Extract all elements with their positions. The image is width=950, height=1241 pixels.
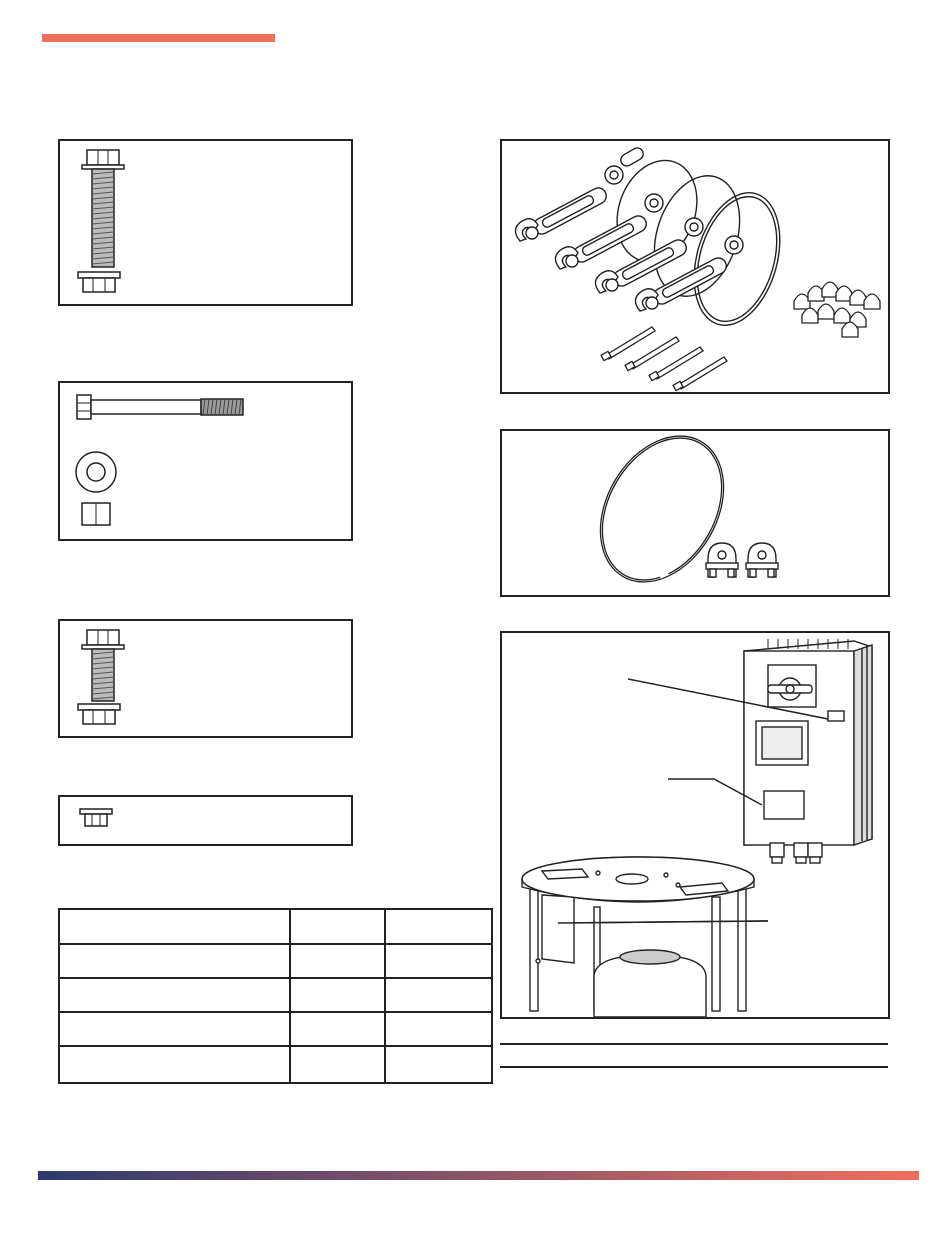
hex-nut-icon [80,501,120,531]
table-row [59,1046,492,1083]
footer-gradient-bar [38,1171,919,1180]
hex-bolt-icon [74,393,274,423]
table-cell [385,1012,492,1046]
flat-washer-icon [74,450,124,500]
table-cell [290,1046,385,1083]
hex-flange-nut-icon [74,702,134,732]
table-cell [59,944,290,978]
table-row [59,944,492,978]
table-cell [290,944,385,978]
illustration-cable-loop-kit [500,429,890,597]
caption-rule-top [500,1043,888,1045]
hardware-box-hex-bolt-washer-nut [58,381,353,541]
table-row [59,1012,492,1046]
table-cell [59,909,290,944]
motor-stand-icon [522,857,754,1017]
disconnect-switch-icon [768,665,816,707]
spec-table [58,908,493,1084]
cable-tie-icon [601,327,727,391]
header-accent-bar [42,34,275,42]
table-cell [59,1046,290,1083]
table-cell [385,978,492,1012]
table-header-row [59,909,492,944]
illustration-control-panel [500,631,890,1019]
turnbuckle-cable-assembly-icon [502,141,888,392]
table-cell [290,978,385,1012]
table-cell [385,1046,492,1083]
hex-flange-nut-icon [78,807,128,837]
hardware-box-flange-bolt-long [58,139,353,306]
table-cell [290,1012,385,1046]
table-cell [59,978,290,1012]
control-panel-icon [502,633,888,1017]
caption-rule-bottom [500,1066,888,1068]
table-row [59,978,492,1012]
illustration-turnbuckle-cable-kit [500,139,890,394]
hardware-box-flange-nut [58,795,353,846]
table-cell [59,1012,290,1046]
hardware-box-flange-bolt-short [58,619,353,738]
wire-rope-clip-icon [794,282,880,337]
table-cell [385,944,492,978]
wire-rope-clip-icon [706,543,778,577]
table-cell [290,909,385,944]
hex-flange-nut-icon [74,270,134,300]
table-cell [385,909,492,944]
cable-loop-icon [502,431,888,595]
